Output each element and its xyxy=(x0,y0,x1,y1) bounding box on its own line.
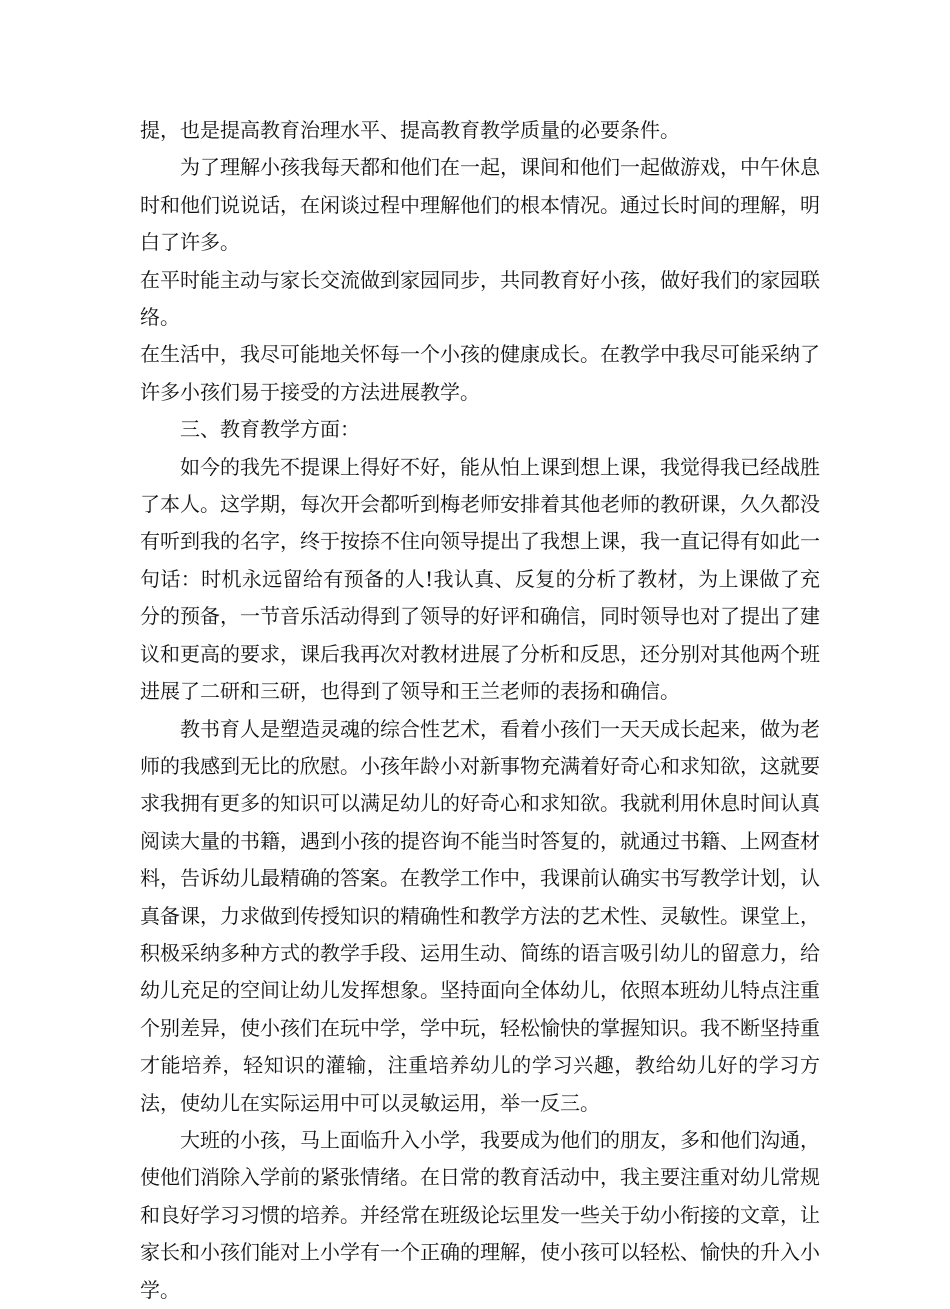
document-body xyxy=(140,112,820,1309)
paragraph-2: 为了理解小孩我每天都和他们在一起，课间和他们一起做游戏，中午休息时和他们说说话，在闲谈过程中理解他们的根本情况。通过长时间的理解，明白了许多。 xyxy=(140,155,820,255)
paragraph-7: 大班的小孩，马上面临升入小学，我要成为他们的朋友，多和他们沟通，使他们消除入学前的紧张情绪。在日常的教育活动中，我主要注重对幼儿常规和良好学习习惯的培养。并经常在班级论坛里发一些关于幼小衔接的文章，让家长和小孩们能对上小学有一个正确的理解，使小孩可以轻松、愉快的升入小学。 xyxy=(140,1127,820,1302)
paragraph-1: 提，也是提高教育治理水平、提高教育教学质量的必要条件。 xyxy=(140,118,680,142)
paragraph-5: 如今的我先不提课上得好不好，能从怕上课到想上课，我觉得我已经战胜了本人。这学期，每次开会都听到梅老师安排着其他老师的教研课，久久都没有听到我的名字，终于按捺不住向领导提出了我想上课，我一直记得有如此一句话：时机永远留给有预备的人!我认真、反复的分析了教材，为上课做了充分的预备，一节音乐活动得到了领导的好评和确信，同时领导也对了提出了建议和更高的要求，课后我再次对教材进展了分析和反思，还分别对其他两个班进展了二研和三研，也得到了领导和王兰老师的表扬和确信。 xyxy=(140,454,820,704)
paragraph-4: 在生活中，我尽可能地关怀每一个小孩的健康成长。在教学中我尽可能采纳了许多小孩们易于接受的方法进展教学。 xyxy=(140,342,820,404)
paragraph-6: 教书育人是塑造灵魂的综合性艺术，看着小孩们一天天成长起来，做为老师的我感到无比的欣慰。小孩年龄小对新事物充满着好奇心和求知欲，这就要求我拥有更多的知识可以满足幼儿的好奇心和求知欲。我就利用休息时间认真阅读大量的书籍，遇到小孩的提咨询不能当时答复的，就通过书籍、上网查材料，告诉幼儿最精确的答案。在教学工作中，我课前认确实书写教学计划，认真备课，力求做到传授知识的精确性和教学方法的艺术性、灵敏性。课堂上，积极采纳多种方式的教学手段、运用生动、简练的语言吸引幼儿的留意力，给幼儿充足的空间让幼儿发挥想象。坚持面向全体幼儿，依照本班幼儿特点注重个别差异，使小孩们在玩中学，学中玩，轻松愉快的掌握知识。我不断坚持重才能培养，轻知识的灌输，注重培养幼儿的学习兴趣，教给幼儿好的学习方法，使幼儿在实际运用中可以灵敏运用，举一反三。 xyxy=(140,716,820,1115)
paragraph-3: 在平时能主动与家长交流做到家园同步，共同教育好小孩，做好我们的家园联络。 xyxy=(140,267,820,330)
section-heading: 三、教育教学方面： xyxy=(180,417,360,442)
